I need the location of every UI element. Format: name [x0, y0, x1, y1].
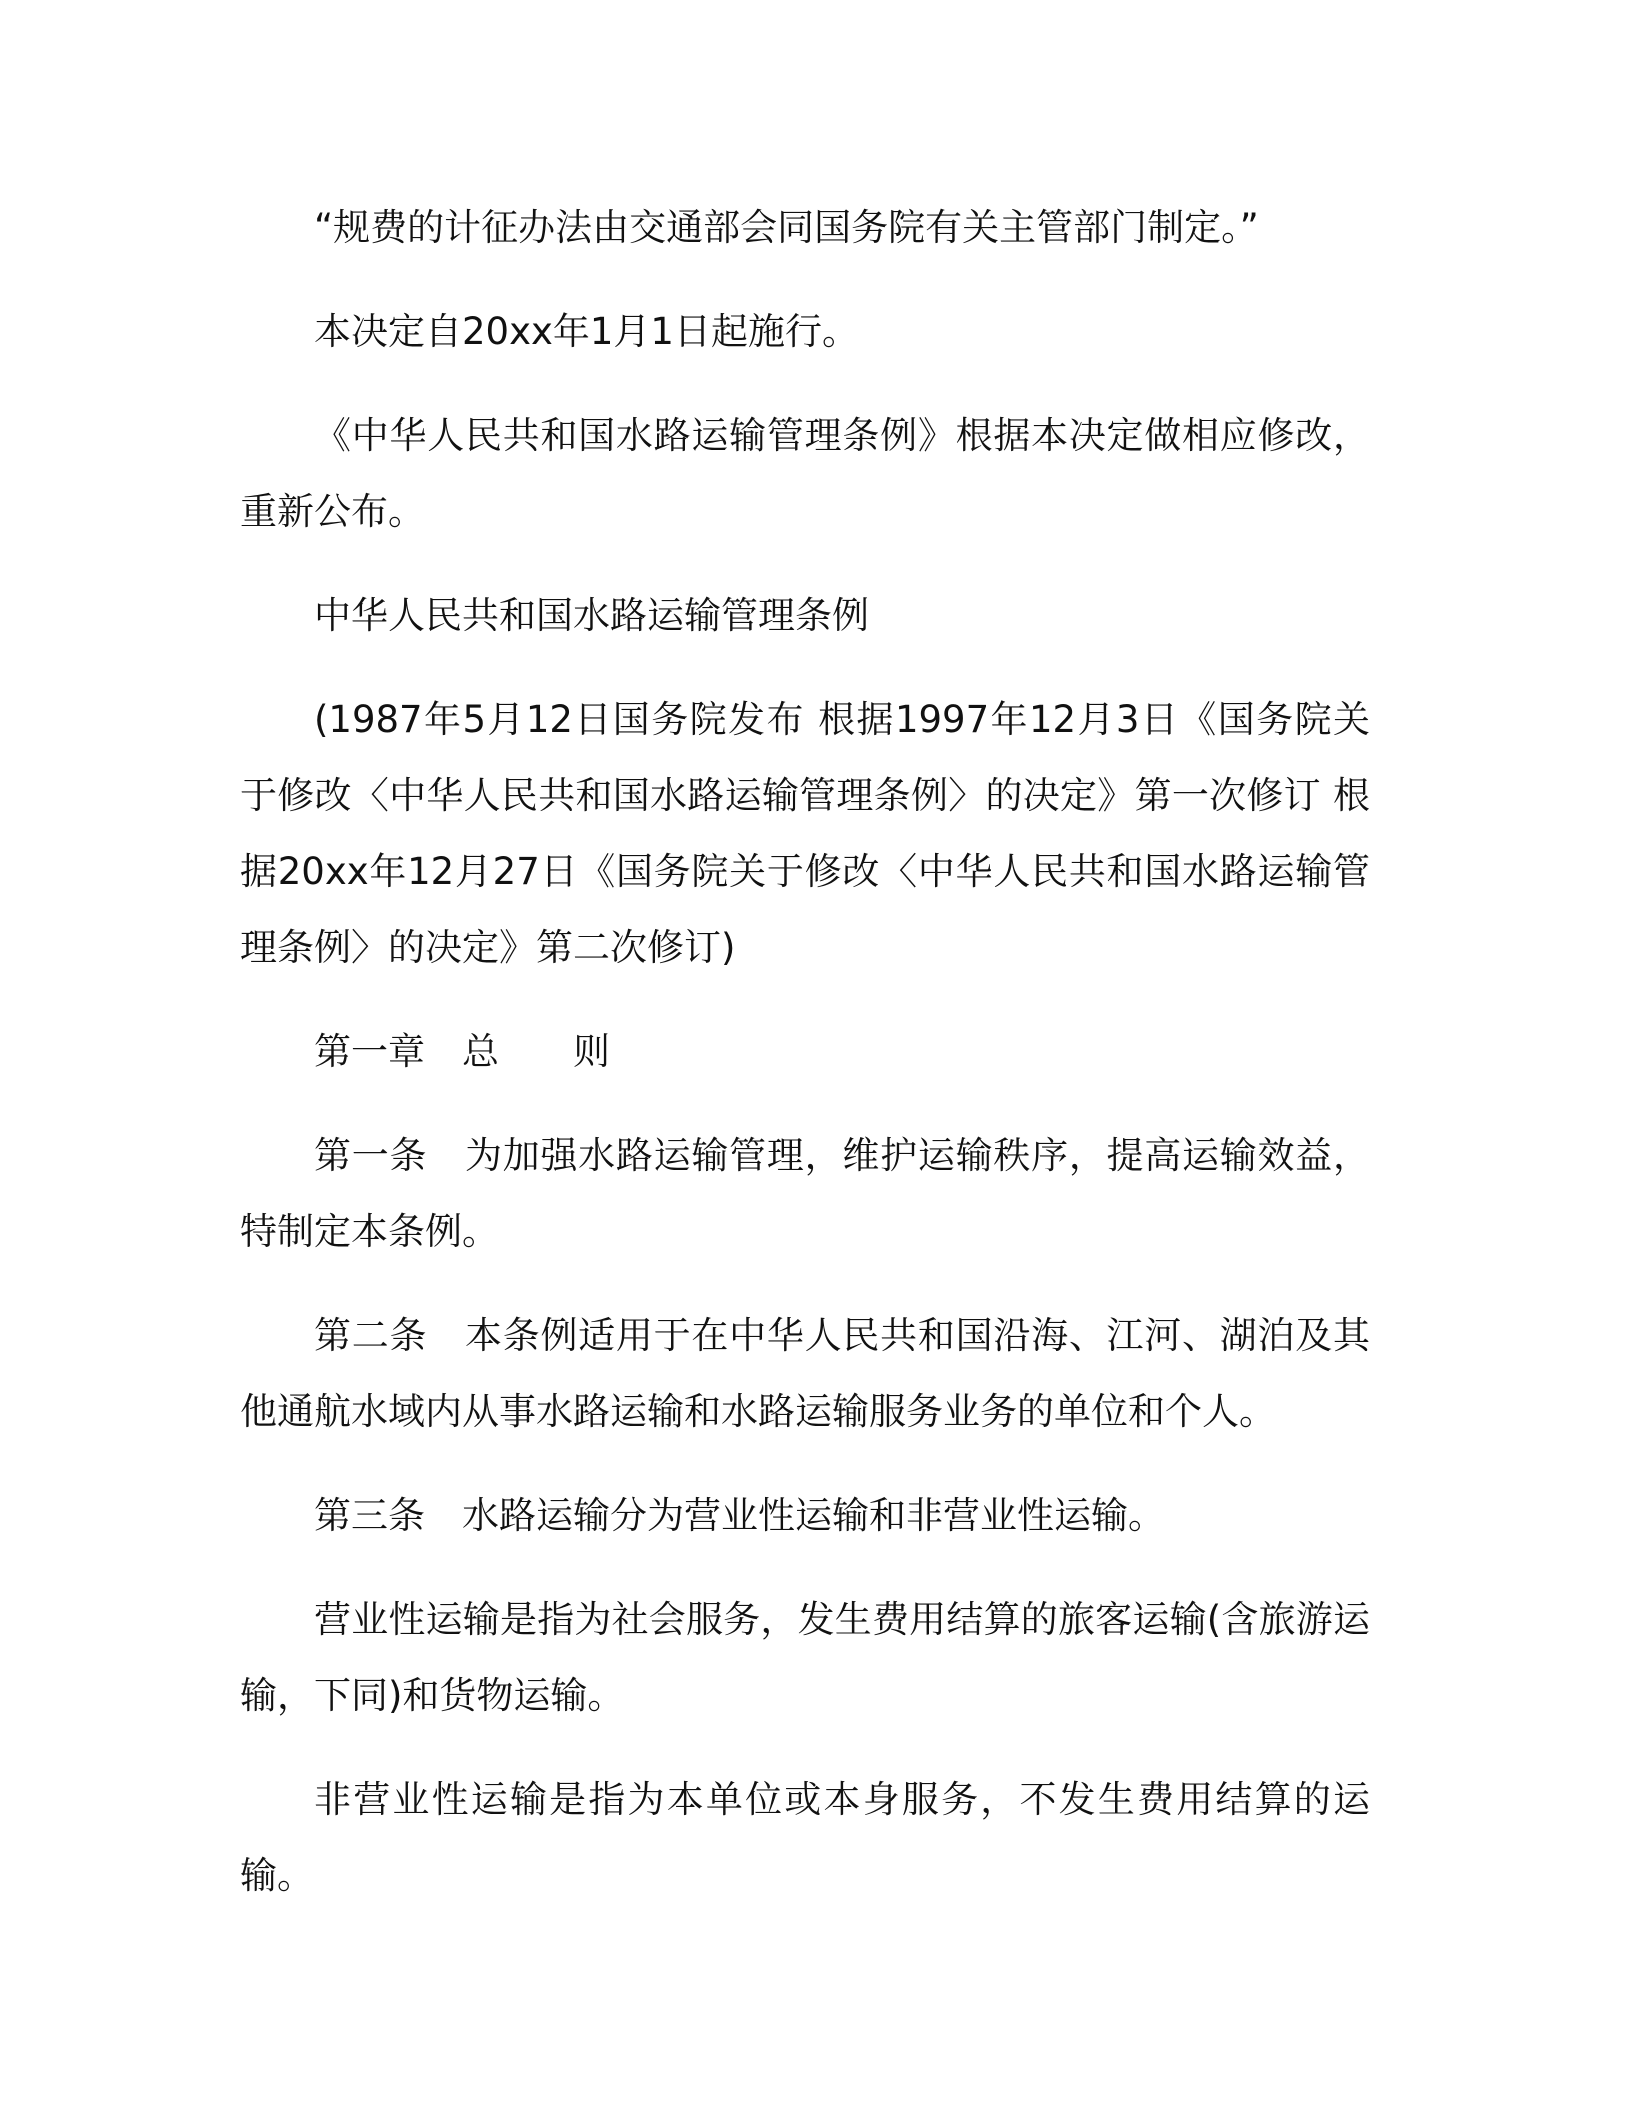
paragraph-effective-date: 本决定自20xx年1月1日起施行。	[314, 310, 859, 353]
document-body	[240, 190, 1370, 1914]
article-1: 第一条 为加强水路运输管理，维护运输秩序，提高运输效益，特制定本条例。	[240, 1134, 1370, 1253]
article-3-noncommercial: 非营业性运输是指为本单位或本身服务，不发生费用结算的运输。	[240, 1778, 1370, 1897]
article-3: 第三条 水路运输分为营业性运输和非营业性运输。	[314, 1494, 1165, 1537]
article-3-commercial: 营业性运输是指为社会服务，发生费用结算的旅客运输(含旅游运输，下同)和货物运输。	[240, 1598, 1370, 1717]
regulation-title: 中华人民共和国水路运输管理条例	[314, 594, 869, 637]
paragraph-fee-rule: “规费的计征办法由交通部会同国务院有关主管部门制定。”	[314, 206, 1259, 249]
paragraph-republish: 《中华人民共和国水路运输管理条例》根据本决定做相应修改，重新公布。	[240, 414, 1370, 533]
chapter-heading: 第一章 总 则	[314, 1030, 610, 1073]
article-2: 第二条 本条例适用于在中华人民共和国沿海、江河、湖泊及其他通航水域内从事水路运输和水路运输服务业务的单位和个人。	[240, 1314, 1370, 1433]
revision-history: (1987年5月12日国务院发布 根据1997年12月3日《国务院关于修改〈中华人民共和国水路运输管理条例〉的决定》第一次修订 根据20xx年12月27日《国务院关于修改〈中华人民共和国水路运输管理条例〉的决定》第二次修订)	[240, 698, 1370, 969]
